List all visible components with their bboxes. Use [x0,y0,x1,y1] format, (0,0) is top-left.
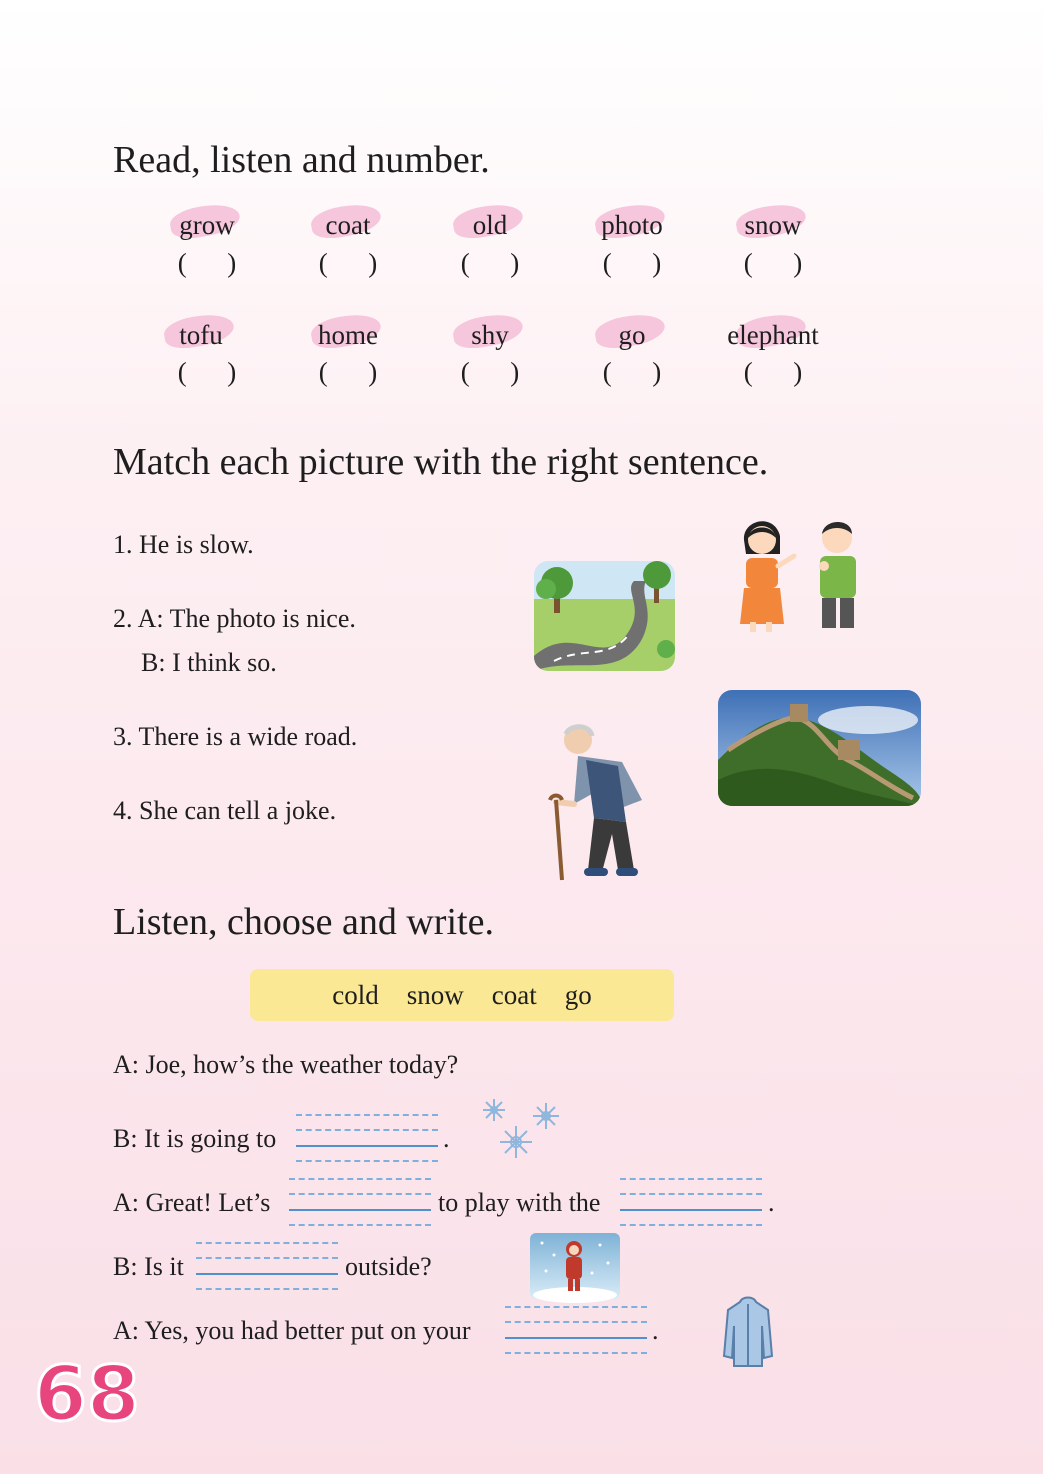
section2-title: Match each picture with the right sentence. [113,441,769,483]
dialogue-line-4-start: B: Is it [113,1252,184,1281]
dialogue-line-5-start: A: Yes, you had better put on your [113,1316,471,1345]
word-item: home [293,320,403,351]
dialogue-line-3-middle: to play with the [438,1188,601,1217]
word-item: shy [435,320,545,351]
answer-blank-5[interactable] [505,1306,647,1352]
old-man-picture[interactable] [546,722,646,886]
sentence-1: 1. He is slow. [113,530,254,559]
word-bank-item[interactable]: coat [491,979,537,1010]
word-item: grow [152,210,262,241]
word-bank-item[interactable]: go [564,979,592,1010]
number-slot[interactable]: ( ) [177,357,237,387]
answer-blank-1[interactable] [296,1114,438,1160]
dialogue-line-2-start: B: It is going to [113,1124,277,1153]
number-slot[interactable]: ( ) [318,357,378,387]
snowflake-icon [478,1096,566,1166]
dialogue-line-4-end: outside? [345,1252,432,1281]
word-item: elephant [718,320,828,351]
number-slot[interactable]: ( ) [602,248,662,278]
dialogue-line-3-end: . [768,1188,775,1217]
word-item: coat [293,210,403,241]
road-picture[interactable] [534,561,675,671]
number-slot[interactable]: ( ) [460,248,520,278]
answer-blank-4[interactable] [196,1242,338,1288]
answer-blank-3[interactable] [620,1178,762,1224]
sentence-2a: 2. A: The photo is nice. [113,604,356,633]
section3-title: Listen, choose and write. [113,901,494,943]
word-bank [250,969,674,1021]
svg-text:68: 68 [34,1349,140,1438]
page-number [34,1349,140,1438]
word-item: old [435,210,545,241]
number-slot[interactable]: ( ) [602,357,662,387]
kids-telling-joke-picture[interactable] [734,510,866,634]
word-item: snow [718,210,828,241]
great-wall-picture[interactable] [718,690,921,806]
cold-child-picture [530,1233,620,1299]
number-slot[interactable]: ( ) [318,248,378,278]
number-slot[interactable]: ( ) [743,357,803,387]
sentence-2b: B: I think so. [141,648,277,677]
dialogue-line-2-end: . [443,1124,450,1153]
word-item: tofu [146,320,256,351]
word-item: go [577,320,687,351]
answer-blank-2[interactable] [289,1178,431,1224]
word-bank-item[interactable]: cold [332,979,379,1010]
sentence-3: 3. There is a wide road. [113,722,358,751]
word-bank-item[interactable]: snow [406,979,464,1010]
dialogue-line-3-start: A: Great! Let’s [113,1188,271,1217]
number-slot[interactable]: ( ) [743,248,803,278]
number-slot[interactable]: ( ) [460,357,520,387]
number-slot[interactable]: ( ) [177,248,237,278]
dialogue-line-1: A: Joe, how’s the weather today? [113,1050,459,1079]
coat-icon [722,1296,774,1370]
page-number-graphic [34,1349,140,1438]
sentence-4: 4. She can tell a joke. [113,796,337,825]
section1-title: Read, listen and number. [113,139,490,181]
dialogue-line-5-end: . [652,1316,659,1345]
word-item: photo [577,210,687,241]
